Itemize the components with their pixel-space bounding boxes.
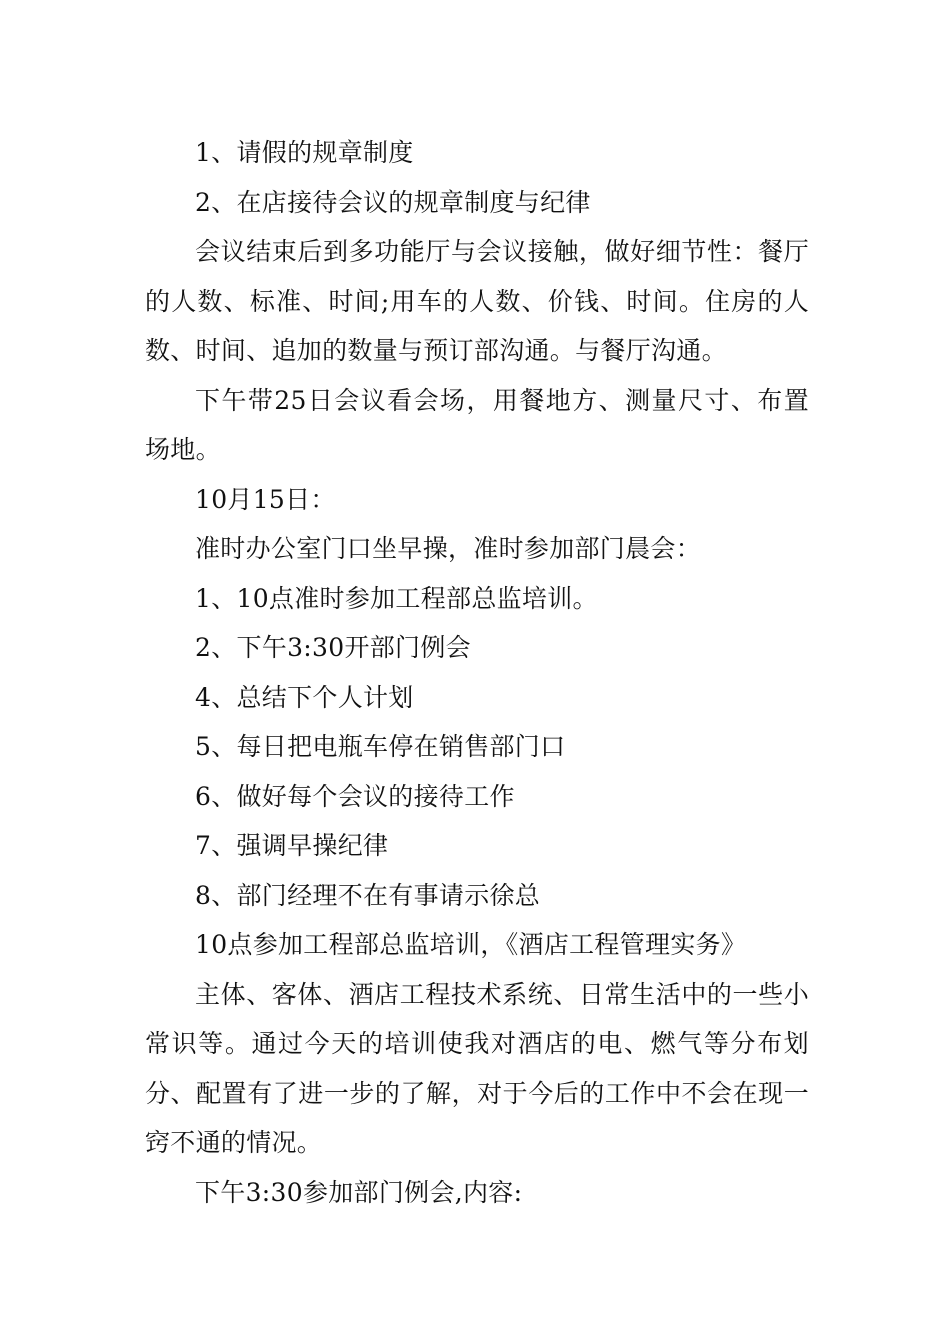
paragraph-afternoon-meeting: 下午3:30参加部门例会,内容: [195, 1177, 523, 1207]
document-body [145, 128, 809, 1217]
paragraph-afternoon-venue: 下午带25日会议看会场，用餐地方、测量尺寸、布置场地。 [145, 385, 809, 464]
paragraph-item-4: 4、总结下个人计划 [195, 682, 414, 712]
paragraph-rule-meeting: 2、在店接待会议的规章制度与纪律 [195, 187, 591, 217]
paragraph-date: 10月15日： [195, 484, 336, 514]
paragraph-item-5: 5、每日把电瓶车停在销售部门口 [195, 732, 566, 761]
paragraph-rule-leave: 1、请假的规章制度 [195, 138, 414, 167]
paragraph-training-content: 主体、客体、酒店工程技术系统、日常生活中的一些小常识等。通过今天的培训使我对酒店的电、燃气等分布划分、配置有了进一步的了解，对于今后的工作中不会在现一窍不通的情况。 [145, 979, 809, 1157]
paragraph-meeting-followup: 会议结束后到多功能厅与会议接触，做好细节性：餐厅的人数、标准、时间;用车的人数、价钱、时间。住房的人数、时间、追加的数量与预订部沟通。与餐厅沟通。 [145, 237, 809, 365]
paragraph-item-8: 8、部门经理不在有事请示徐总 [195, 880, 541, 910]
paragraph-training-title: 10点参加工程部总监培训，《酒店工程管理实务》 [195, 930, 747, 959]
paragraph-morning-routine: 准时办公室门口坐早操，准时参加部门晨会： [195, 534, 702, 563]
paragraph-item-7: 7、强调早操纪律 [195, 831, 389, 860]
paragraph-item-6: 6、做好每个会议的接待工作 [195, 781, 515, 811]
paragraph-item-1: 1、10点准时参加工程部总监培训。 [195, 583, 598, 613]
paragraph-item-2: 2、下午3:30开部门例会 [195, 633, 471, 662]
